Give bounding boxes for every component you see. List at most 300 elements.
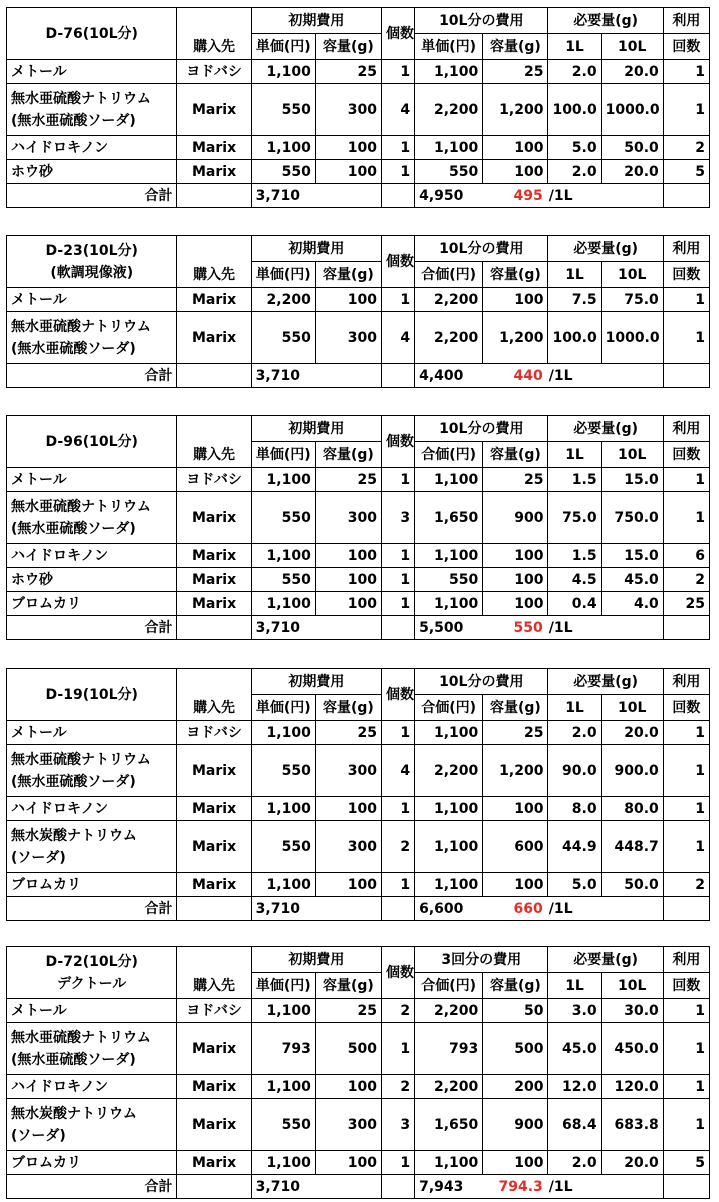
unit-price-cell: 550 — [251, 84, 315, 136]
unit-price-cell: 550 — [251, 492, 315, 544]
table-row — [7, 492, 710, 544]
ten-liter-cell: 20.0 — [601, 60, 663, 84]
count-header: 個数 — [382, 8, 415, 60]
initial-cost-header: 初期費用 — [251, 8, 381, 34]
use-count-cell: 1 — [663, 312, 709, 364]
table-row — [7, 1023, 710, 1075]
vendor-cell: ヨドバシ — [177, 60, 251, 84]
cost-table — [6, 7, 710, 208]
cost-per-liter — [483, 1175, 601, 1199]
empty-cell — [382, 184, 415, 208]
unit-price-cell: 1,100 — [251, 999, 315, 1023]
table-row — [7, 797, 710, 821]
empty-cell — [382, 616, 415, 640]
chemical-name — [7, 1151, 177, 1175]
total-cost: 5,500 — [415, 616, 483, 640]
total-price-cell: 2,200 — [415, 84, 483, 136]
total-row — [7, 616, 710, 640]
unit-price-header: 単価(円) — [251, 695, 315, 721]
empty-cell — [663, 1175, 709, 1199]
vendor-cell: Marix — [177, 288, 251, 312]
vendor-cell: Marix — [177, 312, 251, 364]
use-count-cell: 1 — [663, 999, 709, 1023]
total-row — [7, 364, 710, 388]
total-capacity-cell: 900 — [483, 492, 548, 544]
use-header: 利用 — [663, 669, 709, 695]
empty-cell — [382, 364, 415, 388]
ten-liter-cell: 900.0 — [601, 745, 663, 797]
chemical-name-line2: (ソーダ) — [11, 1127, 66, 1144]
cost-per-liter — [483, 616, 601, 640]
one-liter-cell: 75.0 — [548, 492, 601, 544]
total-price-header: 合価(円) — [415, 262, 483, 288]
total-capacity-cell: 600 — [483, 821, 548, 873]
ten-liter-cell: 4.0 — [601, 592, 663, 616]
use-count-cell: 1 — [663, 492, 709, 544]
total-capacity-cell: 25 — [483, 721, 548, 745]
chemical-name-line2: (無水亜硫酸ソーダ) — [11, 340, 136, 357]
one-liter-cell: 100.0 — [548, 84, 601, 136]
total-unit-price: 3,710 — [251, 184, 315, 208]
capacity-cell: 300 — [315, 745, 381, 797]
chemical-name-line2: (ソーダ) — [11, 849, 66, 866]
table-row — [7, 999, 710, 1023]
chemical-name-line2: (無水亜硫酸ソーダ) — [11, 1051, 136, 1068]
total-row — [7, 184, 710, 208]
count-cell: 1 — [382, 468, 415, 492]
required-amount-header: 必要量(g) — [548, 8, 663, 34]
table-row — [7, 1151, 710, 1175]
count-cell: 2 — [382, 999, 415, 1023]
total-capacity-cell: 500 — [483, 1023, 548, 1075]
one-liter-cell: 100.0 — [548, 312, 601, 364]
empty-cell — [315, 364, 381, 388]
chemical-name-line1: 無水亜硫酸ナトリウム — [11, 498, 151, 515]
capacity-header: 容量(g) — [315, 262, 381, 288]
table-row — [7, 84, 710, 136]
table-title-line1: D-96(10L分) — [45, 433, 138, 450]
total-unit-price: 3,710 — [251, 897, 315, 921]
chemical-name — [7, 160, 177, 184]
count-header: 個数 — [382, 947, 415, 999]
use-count-cell: 1 — [663, 288, 709, 312]
ten-liter-header: 10L — [601, 695, 663, 721]
vendor-cell: Marix — [177, 1099, 251, 1151]
count-cell: 1 — [382, 1151, 415, 1175]
table-title — [7, 416, 177, 468]
header-row — [7, 236, 710, 262]
total-capacity-cell: 100 — [483, 288, 548, 312]
one-liter-cell: 7.5 — [548, 288, 601, 312]
empty-cell — [601, 616, 663, 640]
unit-price-cell: 1,100 — [251, 468, 315, 492]
capacity-header: 容量(g) — [483, 695, 548, 721]
vendor-header-label: 購入先 — [193, 978, 236, 994]
one-liter-cell: 4.5 — [548, 568, 601, 592]
count-cell: 1 — [382, 544, 415, 568]
vendor-cell: Marix — [177, 492, 251, 544]
empty-cell — [177, 1175, 251, 1199]
use-count-cell: 1 — [663, 721, 709, 745]
ten-liter-header: 10L — [601, 262, 663, 288]
count-cell: 1 — [382, 721, 415, 745]
chemical-name — [7, 568, 177, 592]
one-liter-cell: 2.0 — [548, 721, 601, 745]
table-title — [7, 947, 177, 999]
per-liter-unit: /1L — [548, 619, 573, 636]
unit-price-cell: 550 — [251, 745, 315, 797]
vendor-cell: Marix — [177, 1023, 251, 1075]
count-cell: 1 — [382, 60, 415, 84]
times-header: 回数 — [663, 973, 709, 999]
required-amount-header: 必要量(g) — [548, 416, 663, 442]
unit-price-cell: 1,100 — [251, 873, 315, 897]
required-amount-header: 必要量(g) — [548, 669, 663, 695]
capacity-cell: 100 — [315, 592, 381, 616]
total-capacity-cell: 100 — [483, 797, 548, 821]
use-header: 利用 — [663, 236, 709, 262]
header-row — [7, 947, 710, 973]
table-title — [7, 8, 177, 60]
capacity-cell: 100 — [315, 1151, 381, 1175]
chemical-name — [7, 821, 177, 873]
one-liter-cell: 3.0 — [548, 999, 601, 1023]
use-count-cell: 1 — [663, 468, 709, 492]
one-liter-header: 1L — [548, 34, 601, 60]
chemical-name-line1: メトール — [11, 724, 67, 741]
table-title-line2: (軟調現像液) — [50, 264, 134, 281]
one-liter-cell: 2.0 — [548, 160, 601, 184]
ten-liter-header: 10L — [601, 973, 663, 999]
unit-price-cell: 550 — [251, 821, 315, 873]
empty-cell — [382, 1175, 415, 1199]
total-row — [7, 897, 710, 921]
table-title — [7, 236, 177, 288]
total-cost: 6,600 — [415, 897, 483, 921]
use-count-cell: 5 — [663, 160, 709, 184]
per-liter-unit: /1L — [548, 367, 573, 384]
unit-price-cell: 1,100 — [251, 592, 315, 616]
capacity-cell: 25 — [315, 999, 381, 1023]
table-title-line1: D-72(10L分) — [45, 953, 138, 970]
ten-liter-cell: 450.0 — [601, 1023, 663, 1075]
initial-cost-header: 初期費用 — [251, 947, 381, 973]
unit-price-cell: 1,100 — [251, 797, 315, 821]
total-price-cell: 1,650 — [415, 492, 483, 544]
unit-price-cell: 550 — [251, 1099, 315, 1151]
one-liter-cell: 2.0 — [548, 1151, 601, 1175]
one-liter-header: 1L — [548, 442, 601, 468]
table-row — [7, 568, 710, 592]
count-cell: 1 — [382, 568, 415, 592]
count-header: 個数 — [382, 669, 415, 721]
vendor-header-label: 購入先 — [193, 447, 236, 463]
table-title — [7, 669, 177, 721]
capacity-header: 容量(g) — [315, 695, 381, 721]
times-header: 回数 — [663, 442, 709, 468]
vendor-header — [177, 947, 251, 999]
count-cell: 4 — [382, 84, 415, 136]
chemical-name-line1: ハイドロキノン — [11, 139, 109, 156]
count-header: 個数 — [382, 236, 415, 288]
unit-price-header: 単価(円) — [251, 442, 315, 468]
capacity-cell: 100 — [315, 1075, 381, 1099]
chemical-name-line2: (無水亜硫酸ソーダ) — [11, 112, 136, 129]
empty-cell — [382, 897, 415, 921]
one-liter-cell: 2.0 — [548, 60, 601, 84]
use-count-cell: 1 — [663, 60, 709, 84]
chemical-name — [7, 60, 177, 84]
total-unit-price: 3,710 — [251, 616, 315, 640]
unit-price-cell: 1,100 — [251, 544, 315, 568]
use-count-cell: 1 — [663, 1075, 709, 1099]
count-cell: 3 — [382, 492, 415, 544]
chemical-name — [7, 745, 177, 797]
table-row — [7, 873, 710, 897]
capacity-cell: 300 — [315, 821, 381, 873]
count-cell: 1 — [382, 160, 415, 184]
capacity-cell: 100 — [315, 797, 381, 821]
chemical-name-line1: 無水亜硫酸ナトリウム — [11, 751, 151, 768]
use-count-cell: 1 — [663, 821, 709, 873]
capacity-cell: 100 — [315, 288, 381, 312]
count-cell: 2 — [382, 821, 415, 873]
initial-cost-header: 初期費用 — [251, 669, 381, 695]
one-liter-header: 1L — [548, 973, 601, 999]
capacity-cell: 300 — [315, 84, 381, 136]
empty-cell — [663, 364, 709, 388]
table-row — [7, 468, 710, 492]
total-label: 合計 — [7, 364, 177, 388]
cost-table — [6, 415, 710, 640]
use-count-cell: 25 — [663, 592, 709, 616]
capacity-cell: 100 — [315, 160, 381, 184]
unit-price-header: 単価(円) — [251, 262, 315, 288]
use-header: 利用 — [663, 947, 709, 973]
count-cell: 1 — [382, 288, 415, 312]
required-amount-header: 必要量(g) — [548, 947, 663, 973]
vendor-cell: Marix — [177, 84, 251, 136]
vendor-cell: Marix — [177, 136, 251, 160]
chemical-name — [7, 136, 177, 160]
total-price-cell: 1,100 — [415, 136, 483, 160]
ten-liter-cell: 750.0 — [601, 492, 663, 544]
empty-cell — [601, 1175, 663, 1199]
vendor-cell: Marix — [177, 1151, 251, 1175]
vendor-header-label: 購入先 — [193, 267, 236, 283]
ten-liter-cell: 45.0 — [601, 568, 663, 592]
unit-price-header: 単価(円) — [251, 34, 315, 60]
empty-cell — [601, 184, 663, 208]
total-price-cell: 2,200 — [415, 1075, 483, 1099]
total-capacity-cell: 1,200 — [483, 84, 548, 136]
empty-cell — [663, 184, 709, 208]
total-price-cell: 793 — [415, 1023, 483, 1075]
ten-liter-cell: 20.0 — [601, 721, 663, 745]
cost-per-liter — [483, 364, 601, 388]
cost-table — [6, 668, 710, 921]
ten-liter-cell: 50.0 — [601, 136, 663, 160]
ten-liter-header: 10L — [601, 442, 663, 468]
total-price-cell: 1,100 — [415, 1151, 483, 1175]
count-cell: 1 — [382, 136, 415, 160]
chemical-name — [7, 797, 177, 821]
ten-liter-cell: 30.0 — [601, 999, 663, 1023]
total-price-cell: 2,200 — [415, 999, 483, 1023]
chemical-name-line2: (無水亜硫酸ソーダ) — [11, 773, 136, 790]
table-row — [7, 1099, 710, 1151]
header-row — [7, 416, 710, 442]
vendor-cell: ヨドバシ — [177, 721, 251, 745]
table-row — [7, 592, 710, 616]
table-row — [7, 288, 710, 312]
total-capacity-cell: 100 — [483, 592, 548, 616]
capacity-header: 容量(g) — [483, 262, 548, 288]
unit-price-header: 単価(円) — [251, 973, 315, 999]
chemical-name-line1: ハイドロキノン — [11, 800, 109, 817]
use-count-cell: 6 — [663, 544, 709, 568]
table-row — [7, 312, 710, 364]
use-count-cell: 2 — [663, 873, 709, 897]
one-liter-cell: 0.4 — [548, 592, 601, 616]
chemical-name-line1: ハイドロキノン — [11, 1078, 109, 1095]
unit-price-cell: 550 — [251, 160, 315, 184]
use-header: 利用 — [663, 416, 709, 442]
total-price-cell: 2,200 — [415, 288, 483, 312]
per-liter-unit: /1L — [548, 187, 573, 204]
empty-cell — [315, 184, 381, 208]
cost-per-liter-value: 660 — [513, 900, 543, 917]
chemical-name-line1: メトール — [11, 291, 67, 308]
table-row — [7, 544, 710, 568]
total-price-cell: 550 — [415, 568, 483, 592]
vendor-header — [177, 416, 251, 468]
unit-price-cell: 2,200 — [251, 288, 315, 312]
use-header: 利用 — [663, 8, 709, 34]
vendor-cell: Marix — [177, 1075, 251, 1099]
capacity-header: 容量(g) — [483, 34, 548, 60]
capacity-cell: 100 — [315, 873, 381, 897]
one-liter-cell: 5.0 — [548, 136, 601, 160]
total-label: 合計 — [7, 616, 177, 640]
chemical-name — [7, 873, 177, 897]
one-liter-cell: 1.5 — [548, 544, 601, 568]
per-liter-unit: /1L — [548, 1178, 573, 1195]
empty-cell — [663, 616, 709, 640]
empty-cell — [601, 364, 663, 388]
one-liter-cell: 68.4 — [548, 1099, 601, 1151]
table-row — [7, 721, 710, 745]
chemical-name-line1: メトール — [11, 471, 67, 488]
table-row — [7, 821, 710, 873]
use-count-cell: 1 — [663, 1099, 709, 1151]
cost-period-header: 10L分の費用 — [415, 236, 548, 262]
capacity-cell: 300 — [315, 312, 381, 364]
total-price-cell: 1,100 — [415, 797, 483, 821]
chemical-name — [7, 288, 177, 312]
total-label: 合計 — [7, 1175, 177, 1199]
ten-liter-cell: 15.0 — [601, 544, 663, 568]
total-price-cell: 2,200 — [415, 745, 483, 797]
empty-cell — [315, 897, 381, 921]
empty-cell — [177, 184, 251, 208]
one-liter-cell: 90.0 — [548, 745, 601, 797]
total-capacity-cell: 900 — [483, 1099, 548, 1151]
table-row — [7, 136, 710, 160]
vendor-header — [177, 236, 251, 288]
count-cell: 4 — [382, 745, 415, 797]
use-count-cell: 2 — [663, 568, 709, 592]
one-liter-header: 1L — [548, 695, 601, 721]
count-cell: 3 — [382, 1099, 415, 1151]
ten-liter-cell: 50.0 — [601, 873, 663, 897]
unit-price-cell: 550 — [251, 568, 315, 592]
chemical-name-line1: ブロムカリ — [11, 1154, 81, 1171]
vendor-header — [177, 669, 251, 721]
total-cost: 4,950 — [415, 184, 483, 208]
empty-cell — [601, 897, 663, 921]
capacity-cell: 500 — [315, 1023, 381, 1075]
unit-price-cell: 1,100 — [251, 1075, 315, 1099]
vendor-cell: Marix — [177, 745, 251, 797]
chemical-name-line1: メトール — [11, 1002, 67, 1019]
total-price-header: 合価(円) — [415, 695, 483, 721]
cost-per-liter — [483, 897, 601, 921]
initial-cost-header: 初期費用 — [251, 236, 381, 262]
capacity-cell: 300 — [315, 1099, 381, 1151]
total-price-cell: 1,100 — [415, 873, 483, 897]
capacity-header: 容量(g) — [483, 442, 548, 468]
table-row — [7, 745, 710, 797]
total-price-header: 合価(円) — [415, 973, 483, 999]
capacity-cell: 300 — [315, 492, 381, 544]
cost-period-header: 3回分の費用 — [415, 947, 548, 973]
vendor-cell: Marix — [177, 544, 251, 568]
chemical-name — [7, 312, 177, 364]
vendor-cell: Marix — [177, 568, 251, 592]
per-liter-unit: /1L — [548, 900, 573, 917]
use-count-cell: 2 — [663, 136, 709, 160]
times-header: 回数 — [663, 695, 709, 721]
table-title-line1: D-23(10L分) — [45, 242, 138, 259]
total-price-cell: 1,100 — [415, 821, 483, 873]
header-row — [7, 8, 710, 34]
total-unit-price: 3,710 — [251, 364, 315, 388]
total-capacity-cell: 100 — [483, 136, 548, 160]
use-count-cell: 1 — [663, 84, 709, 136]
count-cell: 2 — [382, 1075, 415, 1099]
empty-cell — [663, 897, 709, 921]
one-liter-header: 1L — [548, 262, 601, 288]
table-row — [7, 160, 710, 184]
table-row — [7, 1075, 710, 1099]
ten-liter-cell: 1000.0 — [601, 312, 663, 364]
ten-liter-cell: 448.7 — [601, 821, 663, 873]
one-liter-cell: 44.9 — [548, 821, 601, 873]
chemical-name-line1: ホウ砂 — [11, 571, 53, 588]
chemical-name-line1: ハイドロキノン — [11, 547, 109, 564]
cost-per-liter — [483, 184, 601, 208]
unit-price-cell: 1,100 — [251, 1151, 315, 1175]
capacity-cell: 25 — [315, 721, 381, 745]
cost-table — [6, 235, 710, 388]
ten-liter-cell: 1000.0 — [601, 84, 663, 136]
empty-cell — [177, 616, 251, 640]
total-price-cell: 1,100 — [415, 60, 483, 84]
count-cell: 1 — [382, 1023, 415, 1075]
cost-per-liter-value: 440 — [513, 367, 543, 384]
vendor-header-label: 購入先 — [193, 39, 236, 55]
